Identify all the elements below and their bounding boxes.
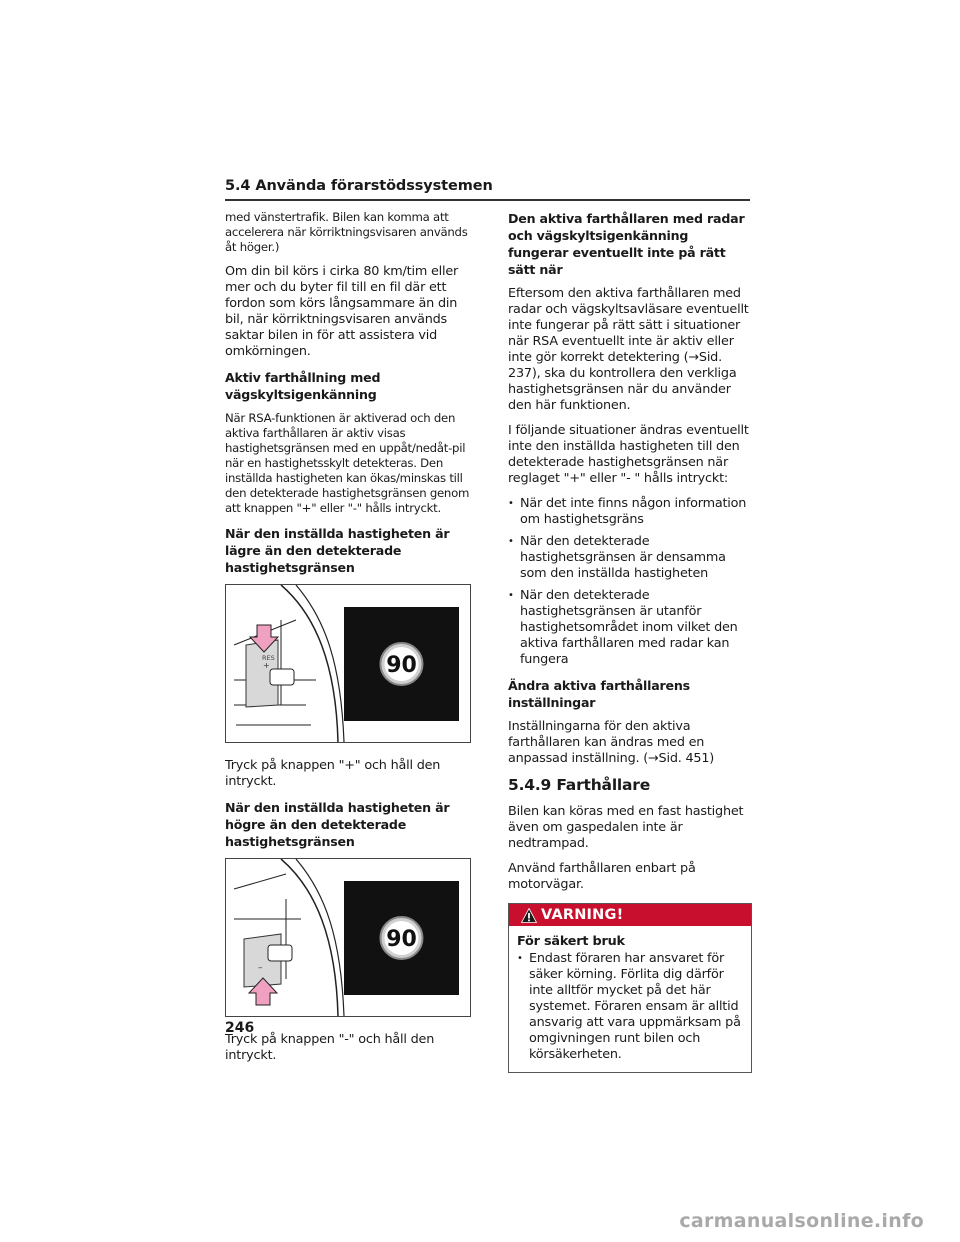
speed-sign-value: 90 [386,653,417,678]
paragraph: Bilen kan köras med en fast hastighet även om gaspedalen inte är nedtrampad. [508,804,744,851]
subheading: Den aktiva farthållaren med radar och vägskyltsigenkänning fungerar eventuellt inte på rätt sätt när [508,211,745,277]
warning-label: VARNING! [541,907,624,923]
section-title: 5.4 Använda förarstödssystemen [225,178,493,194]
plus-symbol: + [263,661,270,670]
figure-minus-button [225,858,471,1017]
header-rule [225,199,750,201]
minus-symbol: – [258,963,263,973]
paragraph: I följande situationer ändras eventuellt inte den inställda hastigheten till den detekterade hastighetsgränsen när reglaget "+" eller "- " hålls intryckt: [508,423,749,486]
steering-switch-illustration [226,859,470,1016]
list-item: • När den detekterade hastighetsgränsen är utanför hastighetsområdet inom vilket den aktiva farthållaren med radar kan fungera [508,588,752,668]
warning-icon [521,908,537,923]
subheading: Ändra aktiva farthållarens inställningar [508,678,690,710]
section-heading: 5.4.9 Farthållare [508,776,651,794]
steering-switch-illustration [226,585,470,742]
list-item: • När det inte finns någon information om hastighetsgräns [508,496,752,528]
warning-header [509,904,751,926]
list-item: • Endast föraren har ansvaret för säker körning. Förlita dig därför inte alltför mycket på det här systemet. Föraren ensam är alltid ansvarig att vara uppmärksam på omgivningen runt bilen och körsäkerheten. [517,951,743,1063]
paragraph: När RSA-funktionen är aktiverad och den aktiva farthållaren är aktiv visas hastighetsgränsen med en uppåt/nedåt-pil när en hastighetsskylt detekteras. Den inställda hastigheten kan ökas/minskas till den detekterade hastighetsgränsen genom att knappen "+" eller "-" hålls intryckt. [225,411,470,515]
subheading: När den inställda hastigheten är lägre än den detekterade hastighetsgränsen [225,526,450,575]
page-number: 246 [225,1020,255,1036]
warning-title: För säkert bruk [517,934,625,949]
subheading: När den inställda hastigheten är högre än den detekterade hastighetsgränsen [225,800,450,849]
warning-box [508,903,752,1073]
page-header [225,178,750,201]
warning-body [509,926,751,1072]
res-label: RES [262,654,275,662]
paragraph: Om din bil körs i cirka 80 km/tim eller mer och du byter fil till en fil där ett fordon som körs långsammare än din bil, när körriktningsvisaren används saktar bilen in för att assistera vid omkörningen. [225,264,459,359]
list-item: • När den detekterade hastighetsgränsen är densamma som den inställda hastigheten [508,534,752,582]
paragraph: Eftersom den aktiva farthållaren med radar och vägskyltsavläsare eventuellt inte fungerar på rätt sätt i situationer när RSA eventuellt inte är aktiv eller inte gör korrekt detektering (→Sid. 237), ska du kontrollera den verkliga hastighetsgränsen när du använder den här funktionen. [508,286,749,413]
paragraph: Tryck på knappen "+" och håll den intryckt. [225,758,441,789]
left-column [225,210,471,1073]
paragraph: Använd farthållaren enbart på motorvägar. [508,861,696,892]
watermark: carmanualsonline.info [679,1210,924,1232]
paragraph: Inställningarna för den aktiva farthållaren kan ändras med en anpassad inställning. (→Sid. 451) [508,719,715,766]
warning-list [517,951,743,1063]
figure-plus-button [225,584,471,743]
right-column [508,210,752,1073]
speed-sign-value: 90 [386,927,417,952]
paragraph: med vänstertrafik. Bilen kan komma att accelerera när körriktningsvisaren används åt höger.) [225,210,468,254]
subheading: Aktiv farthållning med vägskyltsigenkänning [225,370,381,402]
paragraph: Tryck på knappen "-" och håll den intryckt. [225,1032,435,1063]
bullet-list [508,496,752,668]
